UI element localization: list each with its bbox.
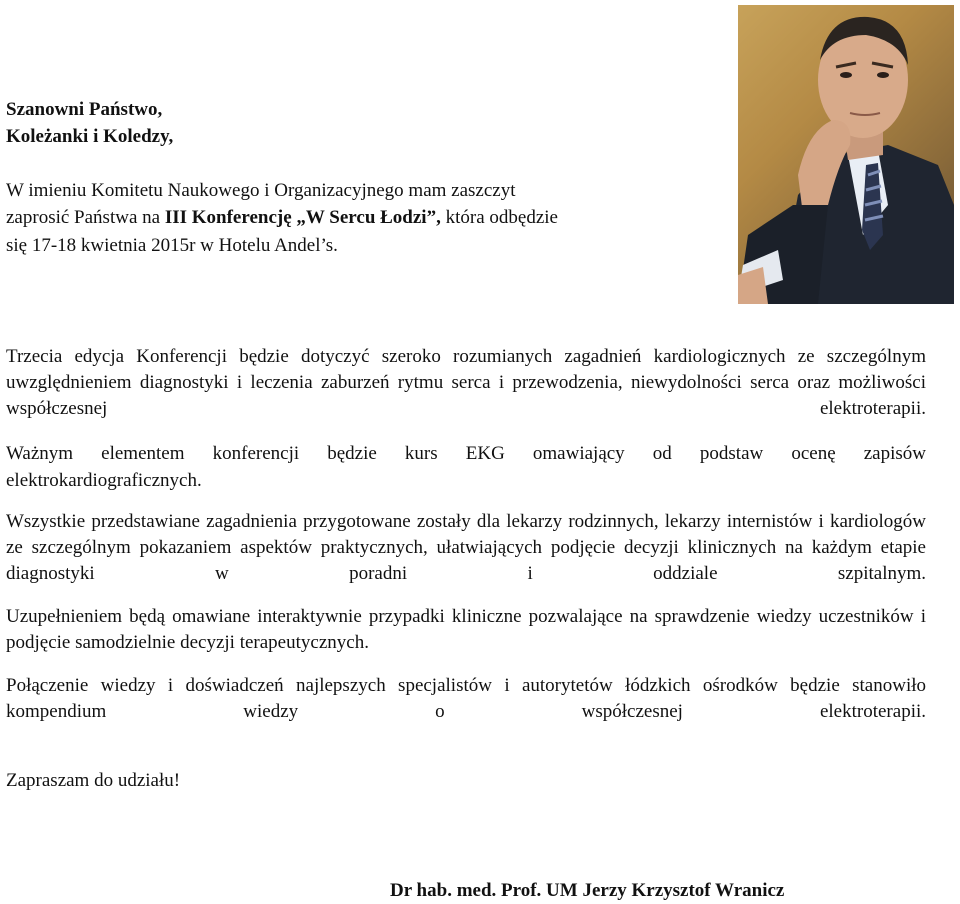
greeting-line-1: Szanowni Państwo, <box>6 99 163 120</box>
intro-line-1: W imieniu Komitetu Naukowego i Organizacyjnego mam zaszczyt <box>6 180 516 201</box>
paragraph-2-line-2: elektrokardiograficznych. <box>6 470 202 491</box>
paragraph-1: Trzecia edycja Konferencji będzie dotyczyć szeroko rozumianych zagadnień kardiologicznych ze szczególnym uwzględnieniem diagnostyki i leczenia zaburzeń rytmu serca i przewodzenia, niewydolności serca oraz możliwości współczesnej elektroterapii. <box>6 346 926 419</box>
intro-line-2 <box>6 205 558 231</box>
intro-text: zaprosić Państwa na <box>6 207 165 228</box>
paragraph-2-line-1: Ważnym elementem konferencji będzie kurs EKG omawiający od podstaw ocenę zapisów <box>6 443 926 464</box>
signature: Dr hab. med. Prof. UM Jerzy Krzysztof Wranicz <box>390 880 785 901</box>
intro-line-3: się 17-18 kwietnia 2015r w Hotelu Andel’s. <box>6 235 338 256</box>
closing-line: Zapraszam do udziału! <box>6 770 181 791</box>
author-portrait <box>738 5 954 304</box>
greeting-line-2: Koleżanki i Koledzy, <box>6 126 174 147</box>
paragraph-5: Połączenie wiedzy i doświadczeń najlepszych specjalistów i autorytetów łódzkich ośrodków będzie stanowiło kompendium wiedzy o współczesnej elektroterapii. <box>6 675 926 722</box>
conference-name: III Konferencję „W Sercu Łodzi”, <box>164 207 441 228</box>
intro-text-end: która odbędzie <box>440 207 558 228</box>
paragraph-4: Uzupełnieniem będą omawiane interaktywnie przypadki kliniczne pozwalające na sprawdzenie wiedzy uczestników i podjęcie samodzielnie decyzji terapeutycznych. <box>6 606 926 653</box>
paragraph-3: Wszystkie przedstawiane zagadnienia przygotowane zostały dla lekarzy rodzinnych, lekarzy internistów i kardiologów ze szczególnym pokazaniem aspektów praktycznych, ułatwiających podjęcie decyzji klinicznych na każdym etapie diagnostyki w poradni i oddziale szpitalnym. <box>6 511 926 584</box>
